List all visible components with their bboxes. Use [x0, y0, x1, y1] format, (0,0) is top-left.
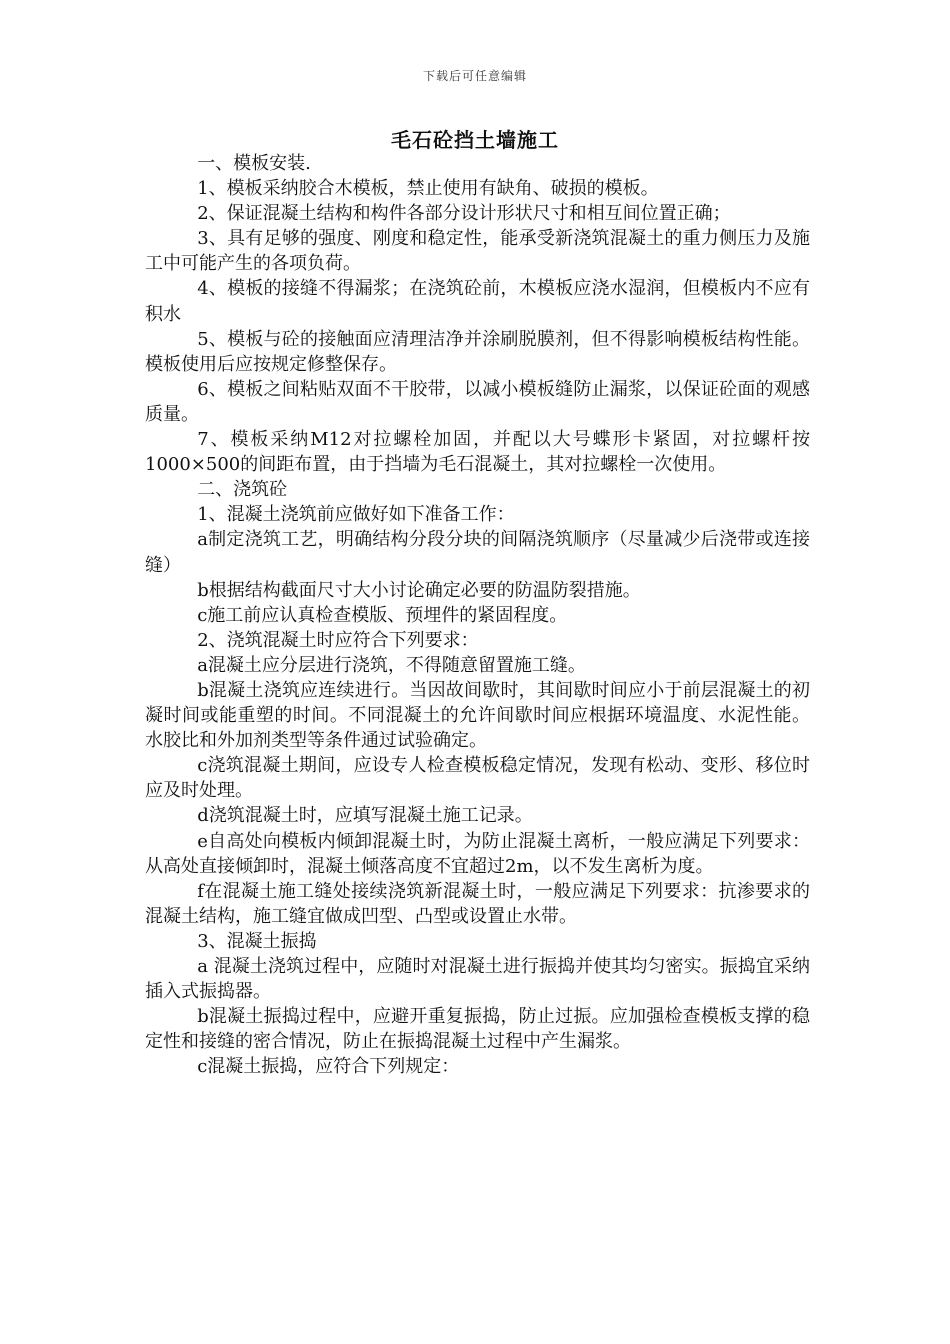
paragraph: e自高处向模板内倾卸混凝土时，为防止混凝土离析，一般应满足下列要求：从高处直接倾卸时，混凝土倾落高度不宜超过2m，以不发生离析为度。 — [145, 830, 810, 877]
paragraph: b混凝土振捣过程中，应避开重复振捣，防止过振。应加强检查模板支撑的稳定性和接缝的密合情况，防止在振捣混凝土过程中产生漏浆。 — [145, 1006, 810, 1053]
paragraph: 3、具有足够的强度、刚度和稳定性，能承受新浇筑混凝土的重力侧压力及施工中可能产生的各项负荷。 — [145, 228, 810, 275]
paragraph: a 混凝土浇筑过程中，应随时对混凝土进行振捣并使其均匀密实。振捣宜采纳插入式振捣器。 — [145, 956, 810, 1003]
section-heading-formwork: 一、模板安装. — [197, 153, 311, 174]
paragraph: 6、模板之间粘贴双面不干胶带，以减小模板缝防止漏浆，以保证砼面的观感质量。 — [145, 378, 810, 425]
paragraph: 4、模板的接缝不得漏浆；在浇筑砼前，木模板应浇水湿润，但模板内不应有积水 — [145, 278, 810, 325]
paragraph: 1、混凝土浇筑前应做好如下准备工作： — [197, 504, 515, 526]
paragraph: b根据结构截面尺寸大小讨论确定必要的防温防裂措施。 — [197, 579, 641, 601]
section-heading-vibration: 3、混凝土振捣 — [197, 930, 317, 952]
paragraph: c浇筑混凝土期间，应设专人检查模板稳定情况，发现有松动、变形、移位时应及时处理。 — [145, 755, 810, 802]
paragraph: b混凝土浇筑应连续进行。当因故间歇时，其间歇时间应小于前层混凝土的初凝时间或能重塑的时间。不同混凝土的允许间歇时间应根据环境温度、水泥性能。水胶比和外加剂类型等条件通过试验确定。 — [145, 679, 810, 752]
paragraph: 5、模板与砼的接触面应清理洁净并涂刷脱膜剂，但不得影响模板结构性能。模板使用后应按规定修整保存。 — [145, 328, 810, 375]
paragraph: 1、模板采纳胶合木模板，禁止使用有缺角、破损的模板。 — [197, 178, 659, 200]
page-header-note: 下载后可任意编辑 — [422, 69, 527, 83]
section-heading-pouring: 二、浇筑砼 — [197, 479, 288, 501]
document-body — [145, 151, 810, 1079]
paragraph: c混凝土振捣，应符合下列规定： — [197, 1056, 460, 1078]
paragraph: 2、浇筑混凝土时应符合下列要求： — [197, 629, 479, 651]
paragraph: a制定浇筑工艺，明确结构分段分块的间隔浇筑顺序（尽量减少后浇带或连接缝） — [145, 529, 810, 576]
paragraph: d浇筑混凝土时，应填写混凝土施工记录。 — [197, 805, 533, 827]
document-title: 毛石砼挡土墙施工 — [391, 128, 559, 152]
paragraph: c施工前应认真检查模版、预埋件的紧固程度。 — [197, 604, 568, 626]
paragraph: 7、模板采纳M12对拉螺栓加固，并配以大号蝶形卡紧固，对拉螺杆按1000×500的间距布置，由于挡墙为毛石混凝土，其对拉螺栓一次使用。 — [145, 429, 810, 476]
paragraph: f在混凝土施工缝处接续浇筑新混凝土时，一般应满足下列要求：抗渗要求的混凝土结构，施工缝宜做成凹型、凸型或设置止水带。 — [145, 880, 810, 927]
paragraph: 2、保证混凝土结构和构件各部分设计形状尺寸和相互间位置正确； — [197, 203, 731, 225]
paragraph: a混凝土应分层进行浇筑，不得随意留置施工缝。 — [197, 654, 586, 676]
